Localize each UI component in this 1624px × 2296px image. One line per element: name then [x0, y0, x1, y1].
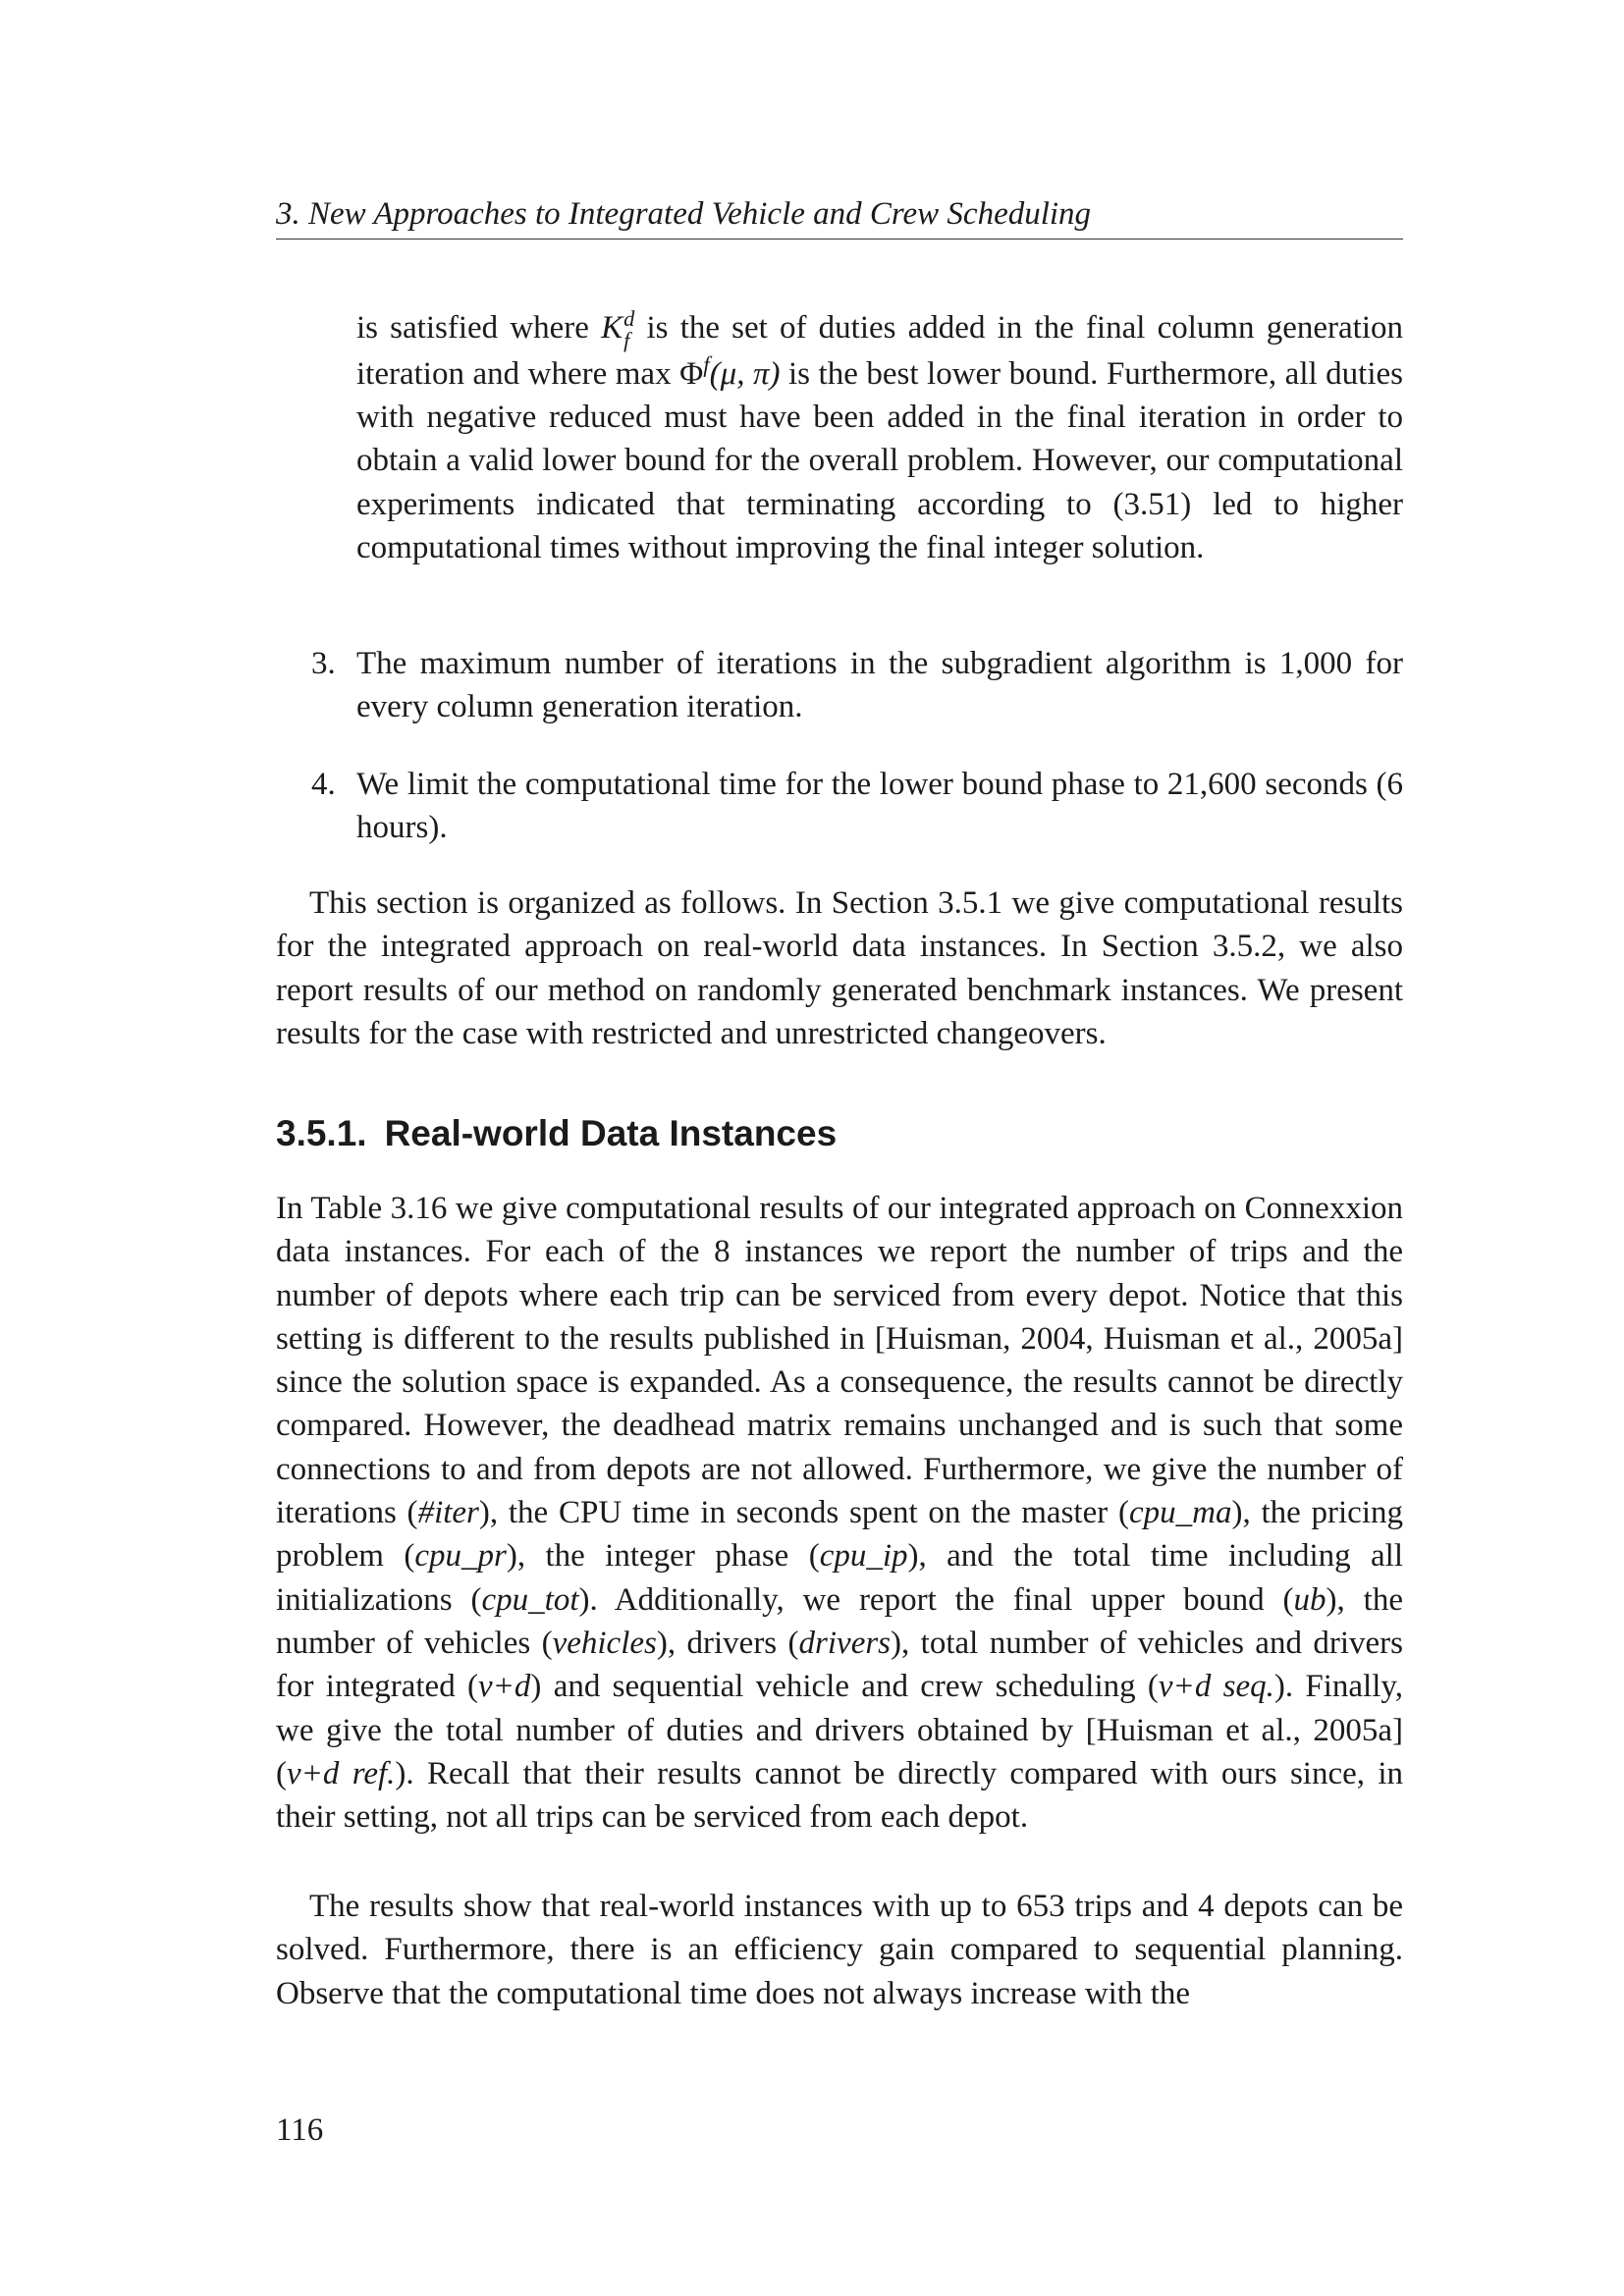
text-fragment: ). Finally, we give the total number of duties and drivers obtained by [Huisman et al., 2005a] ( — [276, 1669, 1404, 1791]
italic-term: drivers — [798, 1625, 892, 1661]
italic-term: v+d — [478, 1669, 531, 1705]
text-fragment: ). Additionally, we report the final upper bound ( — [578, 1581, 1294, 1618]
math-superscript: f — [703, 350, 710, 377]
italic-term: #iter — [417, 1495, 479, 1531]
italic-term: v+d ref. — [287, 1755, 396, 1791]
math-sub-superscript — [623, 305, 635, 353]
text-fragment: ), drivers ( — [656, 1625, 799, 1661]
italic-term: vehicles — [552, 1625, 657, 1661]
page-number: 116 — [276, 2112, 324, 2148]
text-fragment: ) and sequential vehicle and crew scheduling ( — [530, 1669, 1159, 1705]
text-fragment: ), the number of vehicles ( — [276, 1581, 1403, 1661]
list-item-text: The maximum number of iterations in the subgradient algorithm is 1,000 for every column generation iteration. — [356, 646, 1403, 725]
section-title: Real-world Data Instances — [384, 1113, 838, 1153]
italic-term: cpu_ip — [819, 1538, 908, 1575]
section-number: 3.5.1. — [276, 1113, 367, 1153]
math-args: (μ, π) — [709, 355, 781, 392]
math-subscript: f — [623, 328, 630, 353]
italic-term: ub — [1293, 1581, 1326, 1618]
text-fragment: ), the pricing problem ( — [276, 1495, 1404, 1575]
italic-term: v+d seq. — [1158, 1669, 1274, 1705]
text-fragment: ), and the total time including all initializations ( — [276, 1538, 1403, 1618]
text-fragment: ), total number of vehicles and drivers for integrated ( — [276, 1625, 1403, 1705]
text-fragment: ). Recall that their results cannot be directly compared with ours since, in their setting, not all trips can be serviced from each depot. — [276, 1755, 1403, 1836]
text-fragment: is satisfied where — [356, 310, 602, 346]
math-superscript: d — [623, 305, 635, 331]
paragraph-results-summary: The results show that real-world instances with up to 653 trips and 4 depots can be solved. Furthermore, there is an efficiency gain compared to sequential planning. Observe that the computational time does not always increase with the — [276, 1889, 1403, 2011]
list-number: 4. — [311, 767, 336, 802]
text-fragment: In Table 3.16 we give computational results of our integrated approach on Connexxion data instances. For each of the 8 instances we report the number of trips and the number of depots where each trip can be serviced from every depot. Notice that this setting is different to the results published in [Huisman, 2004, Huisman et al., 2005a] since the solution space is expanded. As a consequence, the results cannot be directly compared. However, the deadhead matrix remains unchanged and is such that some connections to and from depots are not allowed. Furthermore, we give the number of iterations ( — [276, 1191, 1403, 1531]
italic-term: cpu_tot — [481, 1581, 579, 1618]
text-fragment: is the best lower bound. Furthermore, all duties with negative reduced must have been added in the final iteration in order to obtain a valid lower bound for the overall problem. However, our computational experiments indicated that terminating according to (3.51) led to higher computational times without improving the final integer solution. — [356, 355, 1403, 566]
intro-paragraph: This section is organized as follows. In Section 3.5.1 we give computational results for the integrated approach on real-world data instances. In Section 3.5.2, we also report results of our method on randomly generated benchmark instances. We present results for the case with restricted and unrestricted changeovers. — [276, 885, 1403, 1051]
list-number: 3. — [311, 646, 336, 681]
text-fragment: ), the CPU time in seconds spent on the master ( — [478, 1495, 1129, 1531]
text-fragment: is the set of duties added in the final column generation iteration and where max Φ — [356, 310, 1403, 392]
list-item-text: We limit the computational time for the lower bound phase to 21,600 seconds (6 hours). — [356, 767, 1403, 846]
continued-paragraph — [356, 306, 1403, 569]
running-head: 3. New Approaches to Integrated Vehicle and Crew Scheduling — [276, 192, 1403, 240]
italic-term: cpu_pr — [414, 1538, 507, 1575]
math-symbol-k: K — [601, 310, 623, 346]
paragraph-results-description — [276, 1187, 1403, 1839]
italic-term: cpu_ma — [1128, 1495, 1232, 1531]
section-heading — [276, 1109, 837, 1158]
text-fragment: ), the integer phase ( — [506, 1538, 820, 1575]
